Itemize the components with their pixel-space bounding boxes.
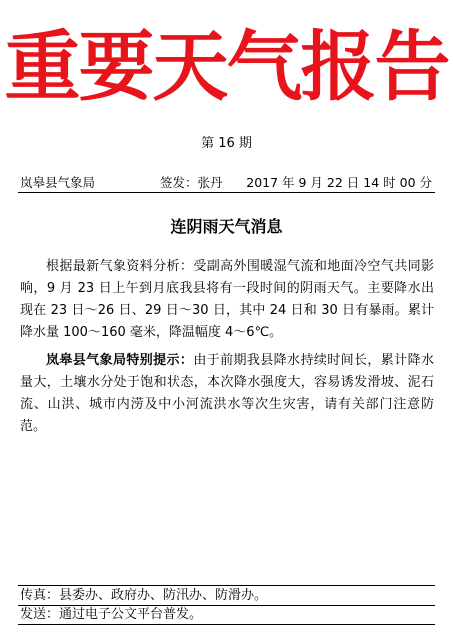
issue-datetime: 2017 年 9 月 22 日 14 时 00 分 (246, 175, 432, 190)
special-notice-lead: 岚皋县气象局特别提示： (46, 353, 194, 368)
meta-row (20, 174, 432, 192)
special-notice-text: 由于前期我县降水持续时间长，累计降水量大，土壤水分处于饱和状态，本次降水强度大，容易诱发滑坡、泥石流、山洪、城市内涝及中小河流洪水等次生灾害，请有关部门注意防范。 (20, 353, 434, 434)
distribution-line: 发送：通过电子公文平台普发。 (20, 607, 203, 622)
signer: 签发：张丹 (160, 175, 223, 190)
forecast-paragraph: 根据最新气象资料分析：受副高外围暖湿气流和地面冷空气共同影响，9 月 23 日上午到月底我县将有一段时间的阴雨天气。主要降水出现在 23 日～26 日、29 日～30 日，其中 24 日和 30 日有暴雨。累计降水量 100～160 毫米，降温幅度 4～6℃。 (20, 259, 434, 340)
issuing-agency: 岚皋县气象局 (20, 175, 96, 190)
footer-divider-bottom (18, 624, 435, 625)
footer-divider-top (18, 585, 435, 586)
report-masthead-title: 重要天气报告 (4, 22, 449, 111)
header-divider (18, 192, 435, 193)
report-headline: 连阴雨天气消息 (170, 217, 283, 236)
special-notice-paragraph (20, 350, 434, 438)
issue-number: 第 16 期 (201, 136, 252, 151)
fax-recipients: 传真：县委办、政府办、防汛办、防滑办。 (20, 588, 268, 603)
